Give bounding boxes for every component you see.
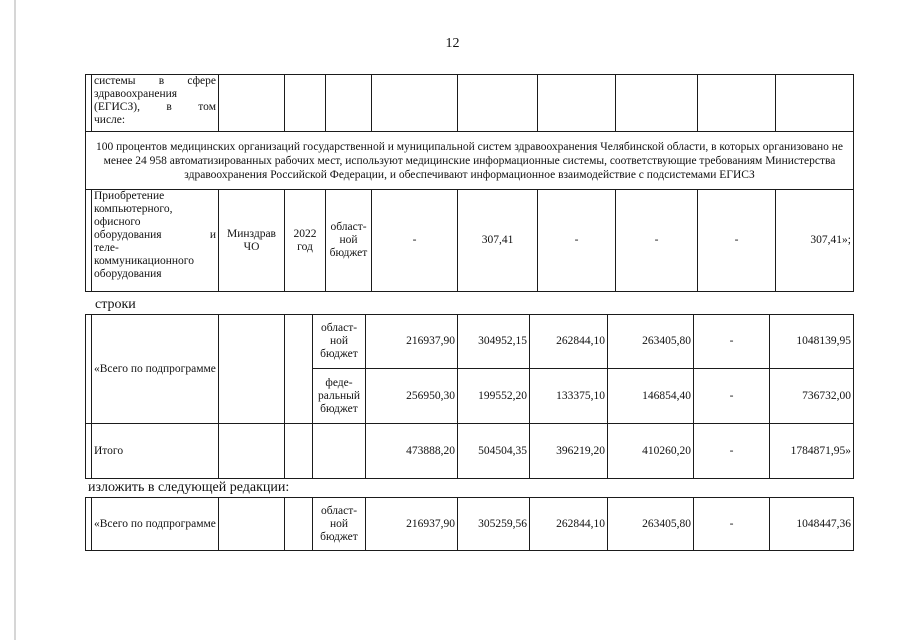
value-cell: - [694,369,770,424]
table-row [86,190,854,292]
text-line: бюджет [320,530,358,543]
text-line: бюджет [320,348,358,360]
table-row [86,498,854,551]
text-line: компьютерного, [94,203,173,215]
table-row [86,75,854,132]
value-cell: 216937,90 [366,498,458,551]
table-row [86,132,854,190]
text-line: офисного [94,216,141,228]
value-cell: 473888,20 [366,424,458,479]
value-cell: 504504,35 [458,424,530,479]
text-line: бюджет [320,402,358,415]
value-cell: - [694,424,770,479]
total-cell: 307,41»; [776,190,854,292]
text-line: феде- [325,376,353,389]
total-cell: 1048447,36 [770,498,854,551]
page-number: 12 [445,36,460,51]
text-line: област- [320,504,358,517]
total-cell: 736732,00 [770,369,854,424]
value-cell: - [694,315,770,369]
table-new-totals [85,497,854,551]
value-cell: - [372,190,458,292]
text-line: бюджет [329,247,368,259]
text-line: оборудования [94,268,162,280]
continuation-cell [92,75,219,132]
text-line: (ЕГИСЗ), в том [94,101,216,113]
value-cell: 256950,30 [366,369,458,424]
itogo-label-cell: Итого [92,424,219,479]
text-line: коммуникационного [94,255,194,267]
source-cell [313,498,366,551]
source-cell [326,190,372,292]
value-cell: 410260,20 [608,424,694,479]
value-cell: - [694,498,770,551]
value-cell: 307,41 [458,190,538,292]
table-old-totals [85,314,854,479]
value-cell: - [538,190,616,292]
item-name-cell [92,190,219,292]
total-cell: 1784871,95» [770,424,854,479]
goal-indicator-cell: 100 процентов медицинских организаций государственной и муниципальной систем здравоохранения Челябинской области, в которых организовано не менее 24 958 автоматизированных рабочих мест, используют медицинские информационные системы, соответствующие требованиям Министерства здравоохранения Российской Федерации, и обеспечивают информационное взаимодействие с подсистемами ЕГИСЗ [86,132,854,190]
text-line: оборудования и [94,229,216,241]
executor-cell: Минздрав ЧО [219,190,285,292]
value-cell: 263405,80 [608,498,694,551]
value-cell: - [698,190,776,292]
note-edit: изложить в следующей редакции: [88,480,290,495]
text-line: Приобретение [94,190,165,202]
value-cell: 305259,56 [458,498,530,551]
total-label-cell: «Всего по подпрограмме [92,498,219,551]
total-label-cell: «Всего по подпрограмме [92,315,219,424]
value-cell: 146854,40 [608,369,694,424]
text-line: числе: [94,114,126,126]
scan-edge-line [14,0,16,640]
note-lines: строки [95,297,136,312]
total-cell: 1048139,95 [770,315,854,369]
value-cell: 262844,10 [530,315,608,369]
text-line: здравоохранения [94,88,178,100]
value-cell: - [616,190,698,292]
value-cell: 263405,80 [608,315,694,369]
text-line: ной [329,335,349,347]
text-line: ной [339,234,358,246]
value-cell: 262844,10 [530,498,608,551]
table-row [86,424,854,479]
year-cell: 2022 год [285,190,326,292]
text-line: теле- [94,242,119,254]
table-program-fragment [85,74,854,292]
table-row [86,315,854,369]
value-cell: 396219,20 [530,424,608,479]
text-line: област- [320,322,358,334]
source-cell [313,369,366,424]
value-cell: 216937,90 [366,315,458,369]
value-cell: 133375,10 [530,369,608,424]
text-line: ной [329,517,349,530]
text-line: ральный [318,389,360,402]
value-cell: 304952,15 [458,315,530,369]
source-cell [313,315,366,369]
text-line: системы в сфере [94,75,216,87]
text-line: област- [330,221,367,233]
value-cell: 199552,20 [458,369,530,424]
